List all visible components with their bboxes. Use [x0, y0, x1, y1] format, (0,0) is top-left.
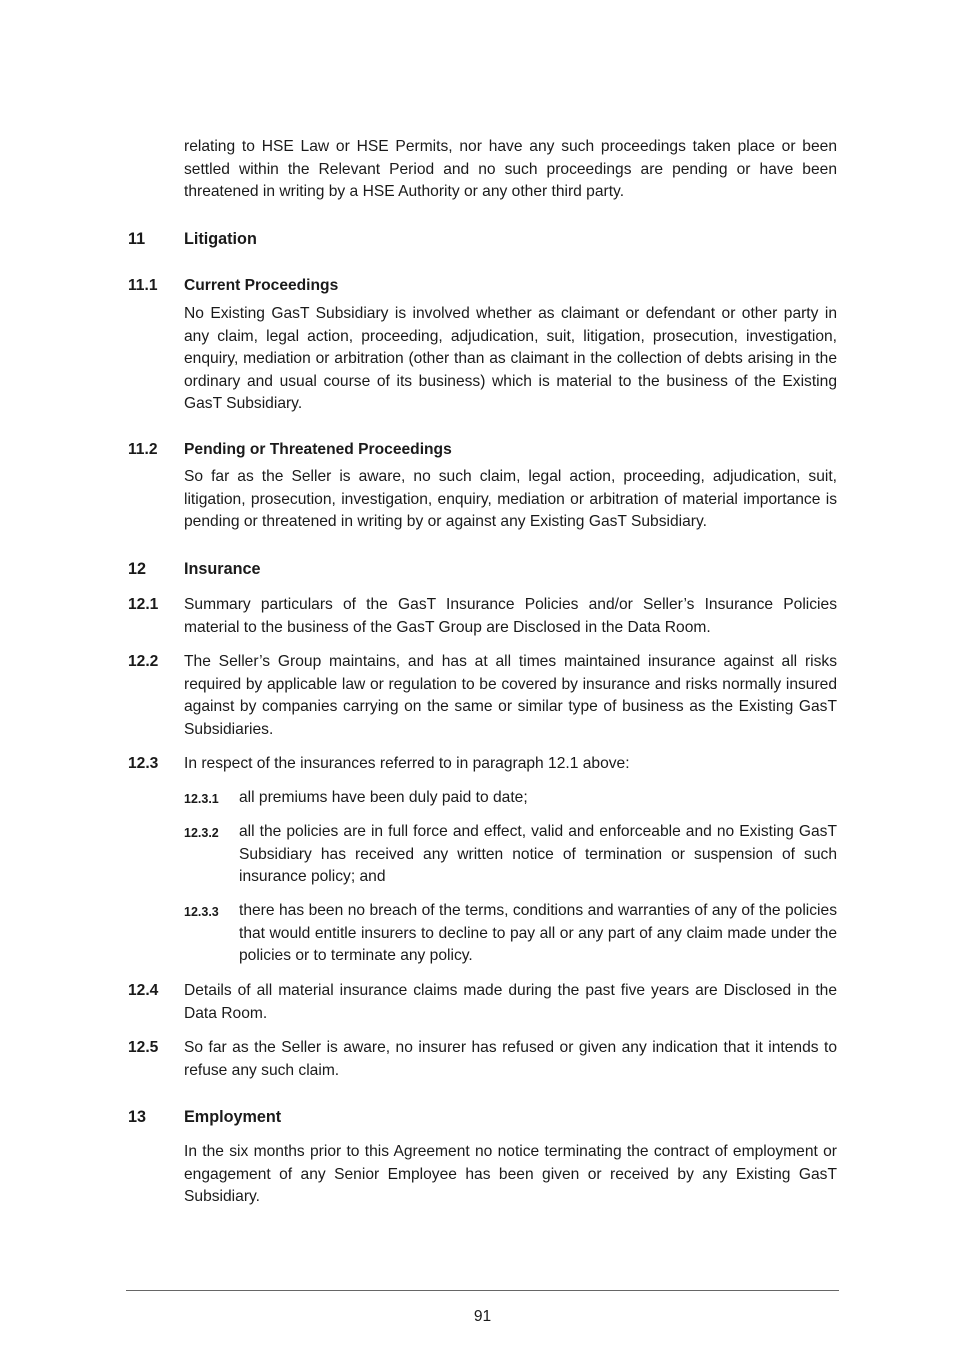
section-11-1-number: 11.1 [128, 277, 158, 294]
clause-12-4-number: 12.4 [128, 982, 159, 999]
section-11-1-text: No Existing GasT Subsidiary is involved whether as claimant or defendant or other party in any claim, legal action, proceeding, adjudication, suit, litigation, prosecution, investigation, enquiry, mediation or arbitration (other than as claimant in the collection of debts arising in the ordinary and usual course of its business) which is material to the business of the Existing GasT Subsidiary. [184, 305, 837, 413]
section-11-title: Litigation [184, 230, 257, 248]
clause-12-3-text: In respect of the insurances referred to in paragraph 12.1 above: [184, 755, 630, 772]
clause-12-2-number: 12.2 [128, 653, 159, 670]
page-number: 91 [473, 1308, 492, 1325]
clause-12-5-text: So far as the Seller is aware, no insurer has refused or given any indication that it intends to refuse any such claim. [184, 1039, 837, 1079]
section-13-title: Employment [184, 1108, 282, 1126]
intro-paragraph: relating to HSE Law or HSE Permits, nor have any such proceedings taken place or been settled within the Relevant Period and no such proceedings are pending or have been threatened in writing by a HSE Authority or any other third party. [184, 138, 837, 201]
section-13-text: In the six months prior to this Agreement no notice terminating the contract of employment or engagement of any Senior Employee has been given or received by any Existing GasT Subsidiary. [184, 1143, 837, 1206]
section-12-title: Insurance [184, 560, 261, 578]
section-11-2-number: 11.2 [128, 441, 158, 458]
clause-12-5-number: 12.5 [128, 1039, 159, 1056]
clause-12-3-2-number: 12.3.2 [184, 826, 219, 840]
clause-12-1-number: 12.1 [128, 596, 159, 613]
clause-12-3-1-number: 12.3.1 [184, 792, 219, 806]
footer-divider [126, 1290, 839, 1291]
section-11-number: 11 [128, 230, 146, 248]
section-11-2-title: Pending or Threatened Proceedings [184, 441, 452, 458]
clause-12-3-1-text: all premiums have been duly paid to date; [239, 789, 528, 806]
clause-12-1-text: Summary particulars of the GasT Insurance Policies and/or Seller’s Insurance Policies material to the business of the GasT Group are Disclosed in the Data Room. [184, 596, 837, 636]
clause-12-3-3-number: 12.3.3 [184, 905, 219, 919]
clause-12-3-2-text: all the policies are in full force and effect, valid and enforceable and no Existing GasT Subsidiary has received any written notice of termination or suspension of such insurance policy; and [239, 823, 837, 886]
clause-12-3-3-text: there has been no breach of the terms, conditions and warranties of any of the policies that would entitle insurers to decline to pay all or any part of any claim made under the policies or to terminate any policy. [239, 902, 837, 965]
clause-12-3-number: 12.3 [128, 755, 159, 772]
section-13-number: 13 [128, 1108, 147, 1126]
clause-12-2-text: The Seller’s Group maintains, and has at all times maintained insurance against all risks required by applicable law or regulation to be covered by insurance and risks normally insured against by companies carrying on the same or similar type of business as the Existing GasT Subsidiaries. [184, 653, 837, 738]
clause-12-4-text: Details of all material insurance claims made during the past five years are Disclosed in the Data Room. [184, 982, 837, 1022]
section-11-2-text: So far as the Seller is aware, no such claim, legal action, proceeding, adjudication, suit, litigation, prosecution, investigation, enquiry, mediation or arbitration of material importance is pending or threatened in writing by or against any Existing GasT Subsidiary. [184, 468, 837, 531]
section-12-number: 12 [128, 560, 147, 578]
section-11-1-title: Current Proceedings [184, 277, 339, 294]
